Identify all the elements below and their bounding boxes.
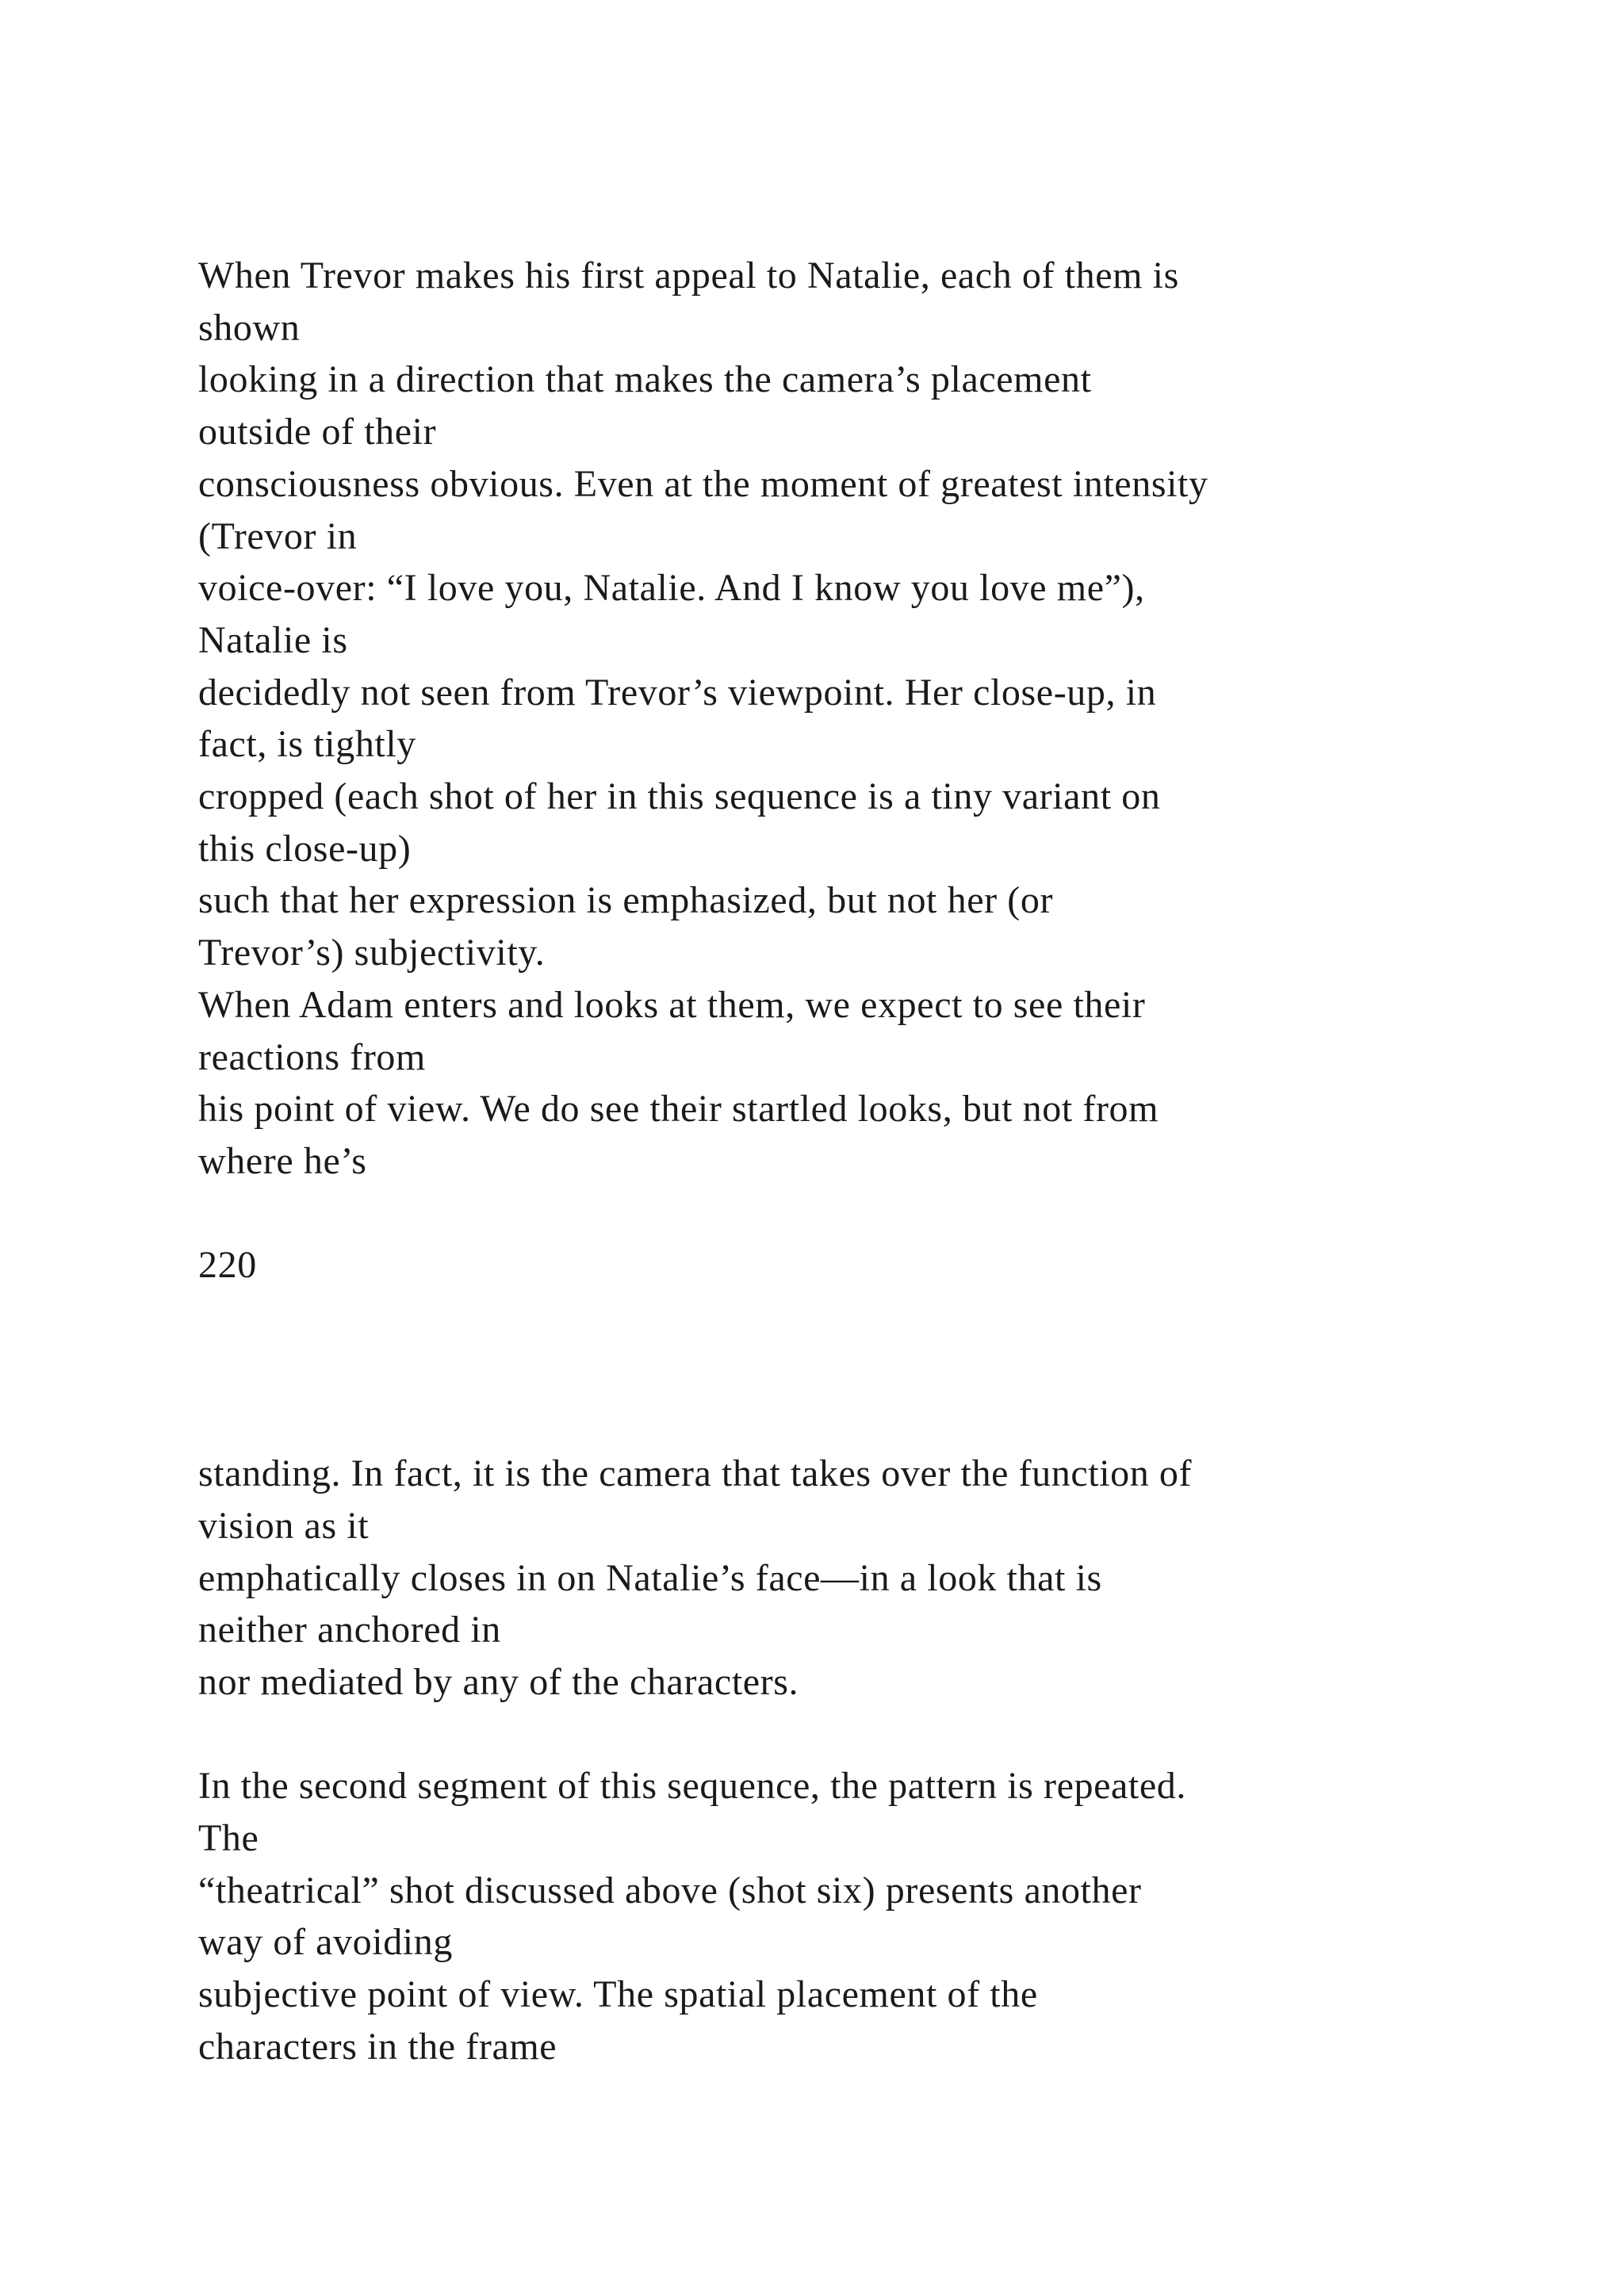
text-line: Trevor’s) subjectivity. — [198, 932, 546, 974]
text-line: vision as it — [198, 1505, 370, 1547]
text-line: The — [198, 1817, 259, 1859]
text-line: emphatically closes in on Natalie’s face—in a look that is — [198, 1557, 1102, 1599]
text-line: nor mediated by any of the characters. — [198, 1661, 799, 1703]
text-line: this close-up) — [198, 828, 412, 870]
text-line: outside of their — [198, 411, 437, 453]
text-line: shown — [198, 307, 301, 349]
text-line: decidedly not seen from Trevor’s viewpoint. Her close-up, in — [198, 672, 1157, 714]
text-line: (Trevor in — [198, 515, 358, 557]
text-line: When Trevor makes his first appeal to Natalie, each of them is — [198, 254, 1179, 297]
text-line: In the second segment of this sequence, the pattern is repeated. — [198, 1765, 1186, 1807]
text-line: fact, is tightly — [198, 723, 416, 765]
page-number: 220 — [198, 1244, 257, 1286]
text-line: his point of view. We do see their startled looks, but not from — [198, 1088, 1159, 1130]
text-line: voice-over: “I love you, Natalie. And I know you love me”), — [198, 567, 1145, 609]
text-line: standing. In fact, it is the camera that takes over the function of — [198, 1452, 1193, 1494]
text-line: way of avoiding — [198, 1921, 453, 1963]
text-line: subjective point of view. The spatial placement of the — [198, 1973, 1038, 2015]
text-line: neither anchored in — [198, 1609, 501, 1651]
text-line: such that her expression is emphasized, but not her (or — [198, 879, 1054, 921]
text-line: characters in the frame — [198, 2026, 557, 2068]
text-line: looking in a direction that makes the camera’s placement — [198, 358, 1092, 400]
text-line: cropped (each shot of her in this sequence is a tiny variant on — [198, 775, 1161, 817]
text-line: When Adam enters and looks at them, we expect to see their — [198, 984, 1146, 1026]
text-line: reactions from — [198, 1036, 426, 1078]
text-line: where he’s — [198, 1140, 367, 1182]
text-line: Natalie is — [198, 619, 348, 661]
text-line: consciousness obvious. Even at the moment of greatest intensity — [198, 463, 1208, 505]
text-line: “theatrical” shot discussed above (shot six) presents another — [198, 1869, 1142, 1911]
